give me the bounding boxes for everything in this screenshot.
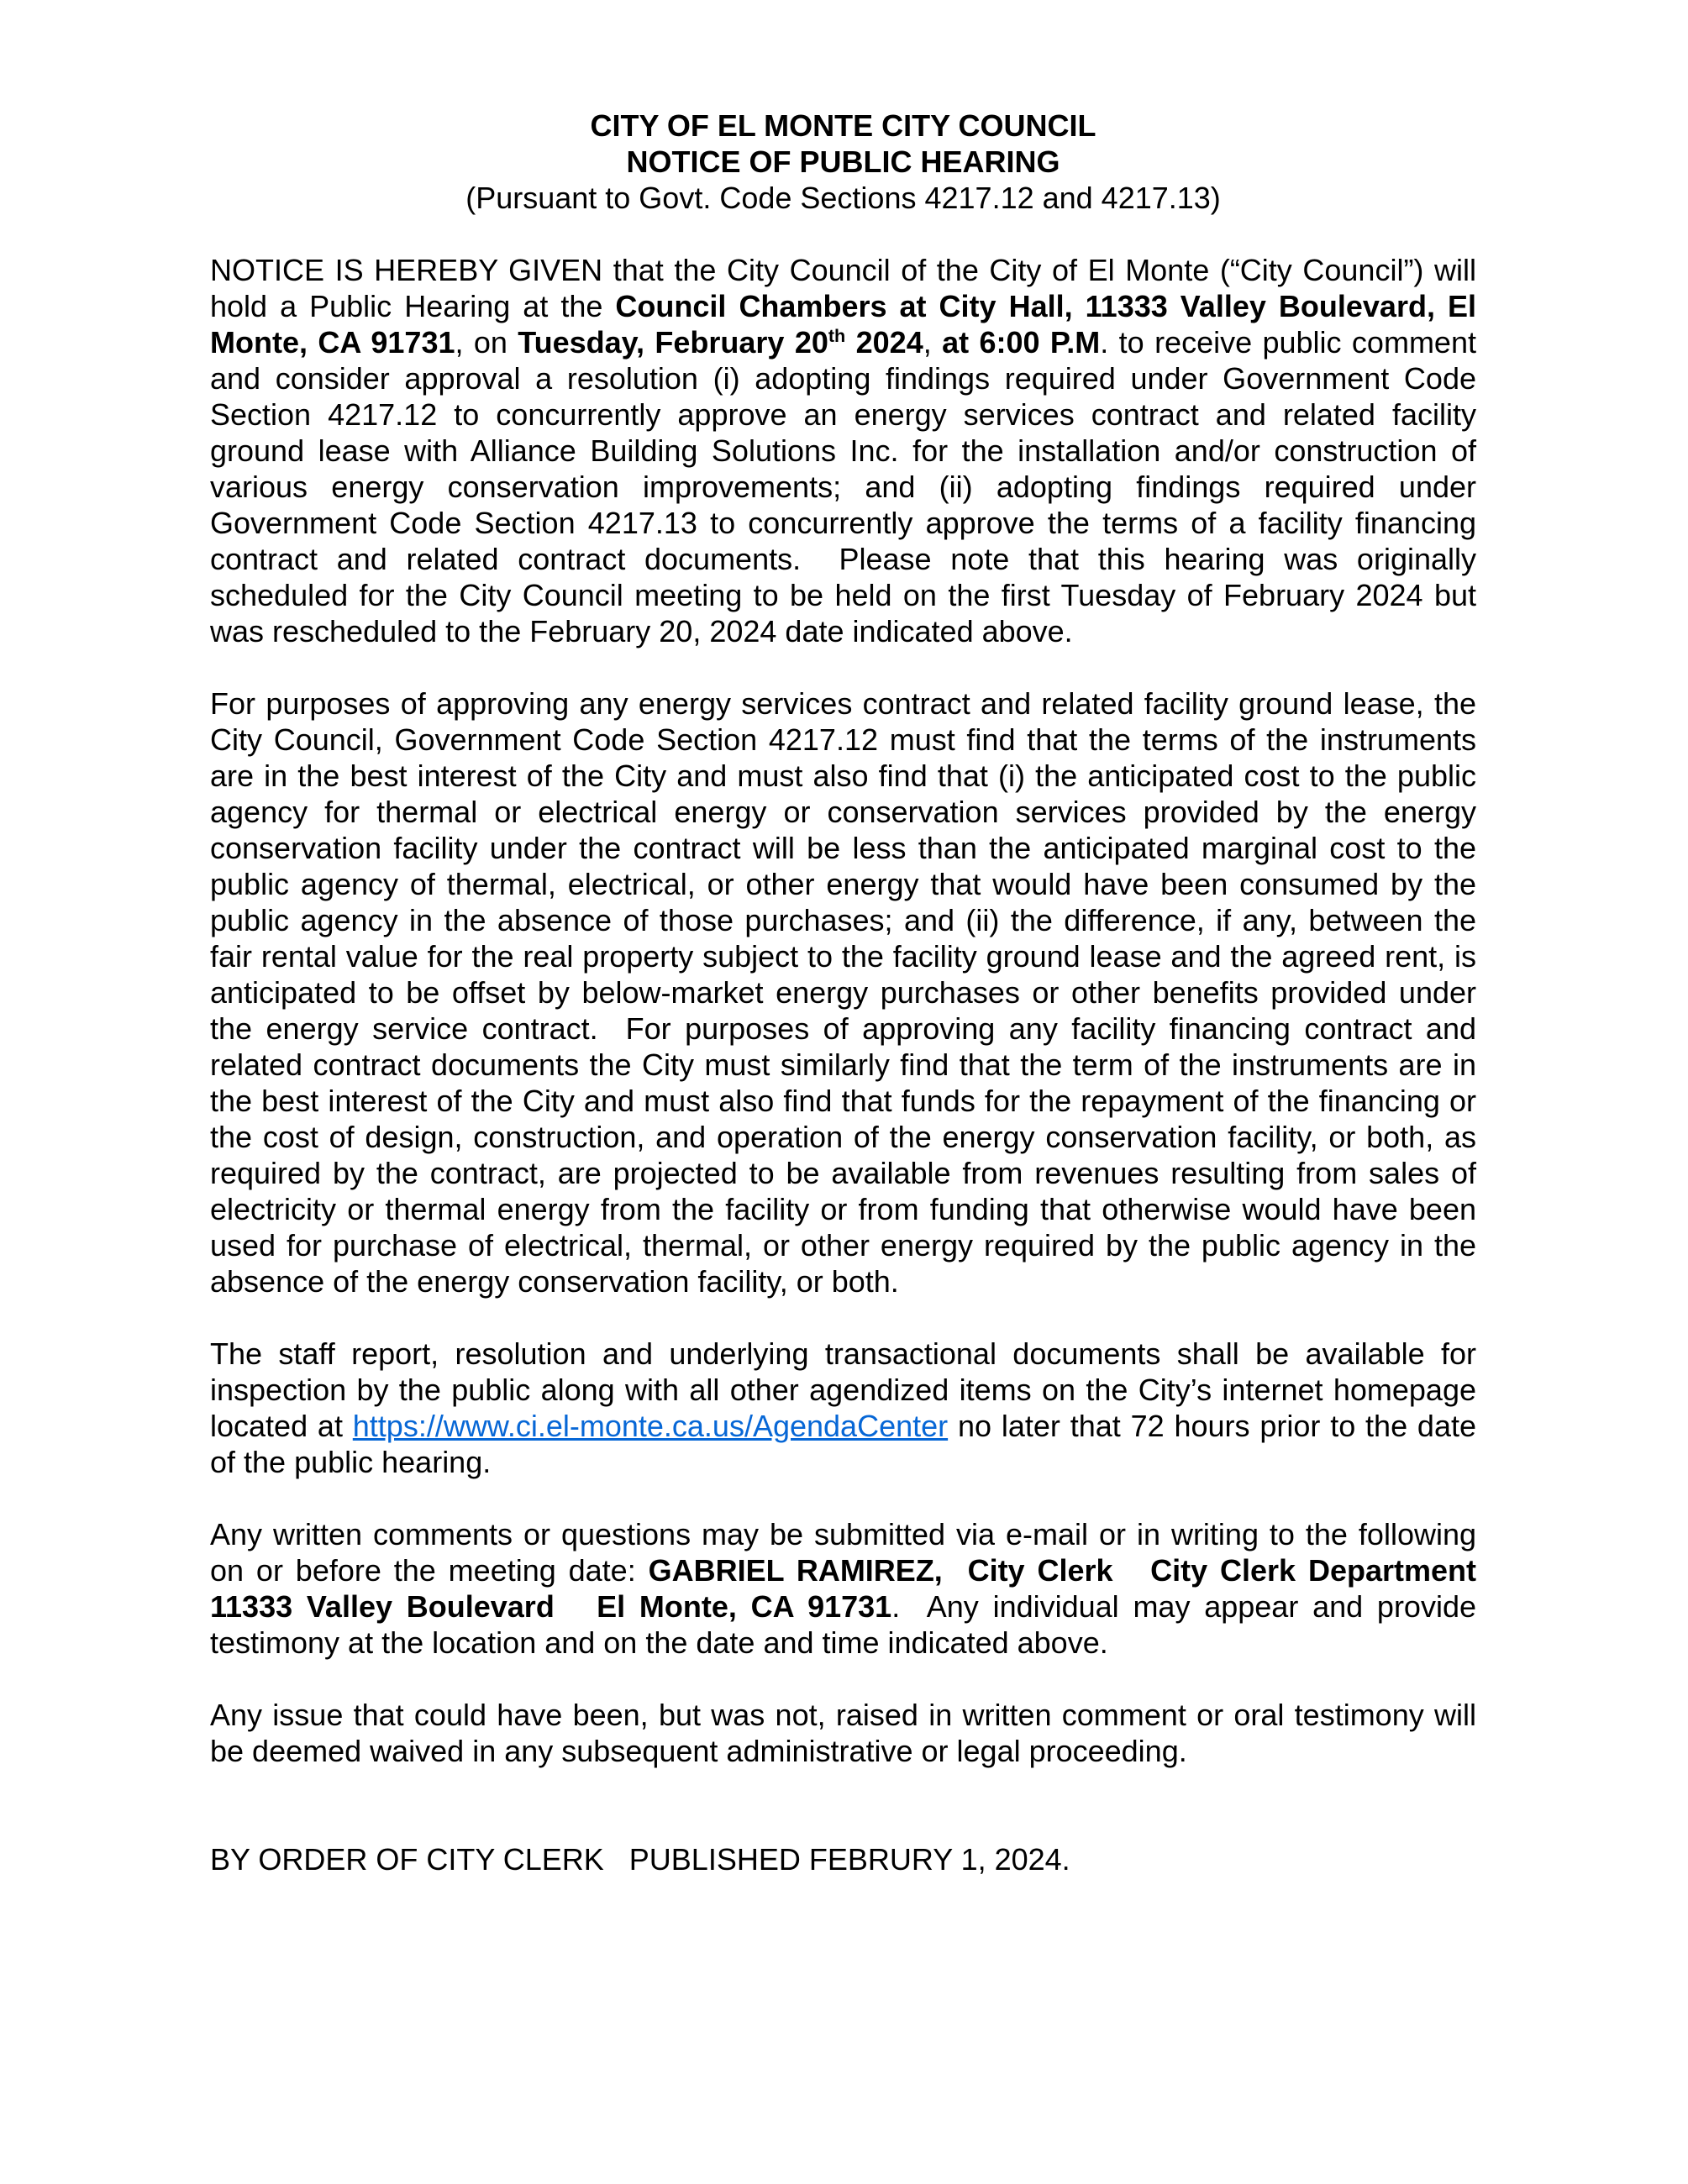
paragraph-written-comments xyxy=(210,1516,1502,1661)
paragraph-notice-given xyxy=(210,252,1486,649)
text-run: Any written comments or questions may be submitted via e-mail or in writing to the following on or before the meeting date: xyxy=(210,1517,1486,1588)
text-run: NOTICE IS HEREBY GIVEN that the City Council of the City of El Monte (“City Council”) will hold a Public Hearing at the xyxy=(210,253,1486,323)
text-run: BY ORDER OF CITY CLERK PUBLISHED FEBRURY 1, 2024. xyxy=(210,1842,1070,1877)
notice-subtitle: NOTICE OF PUBLIC HEARING xyxy=(626,144,1060,179)
paragraph-waiver xyxy=(210,1697,1486,1769)
bold-text-run: GABRIEL RAMIREZ, City Clerk City Clerk Department 11333 Valley Boulevard El Monte, CA 91731 xyxy=(210,1553,1502,1624)
notice-header xyxy=(210,108,1476,216)
bold-text-run: Council Chambers at City Hall, 11333 Valley Boulevard, El Monte, CA 91731 xyxy=(210,289,1485,360)
notice-statute-reference: (Pursuant to Govt. Code Sections 4217.12 and 4217.13) xyxy=(465,181,1221,215)
bold-text-run: Tuesday, February 20 xyxy=(518,325,828,360)
paragraph-staff-report xyxy=(210,1336,1486,1480)
text-run: no later that 72 hours prior to the date of the public hearing. xyxy=(210,1409,1486,1479)
agenda-center-link[interactable]: https://www.ci.el-monte.ca.us/AgendaCenter xyxy=(352,1409,949,1443)
text-run: The staff report, resolution and underlying transactional documents shall be available for inspection by the public along with all other agendized items on the City’s internet homepage located at xyxy=(210,1336,1486,1443)
bold-text-run: 2024 xyxy=(845,325,923,360)
text-run: , xyxy=(923,325,943,360)
paragraph-findings xyxy=(210,685,1486,1299)
text-run: Any issue that could have been, but was not, raised in written comment or oral testimony will be deemed waived in any subsequent administrative or legal proceeding. xyxy=(210,1698,1486,1768)
bold-text-run: at 6:00 P.M xyxy=(942,325,1101,360)
text-run: For purposes of approving any energy services contract and related facility ground lease, the City Council, Government Code Section 4217.12 must find that the terms of the instruments are in the best interest of the City and must also find that (i) the anticipated cost to the public agency for thermal or electrical energy or conservation services provided by the energy conservation facility under the contract will be less than the anticipated marginal cost to the public agency of thermal, electrical, or other energy that would have been consumed by the public agency in the absence of those purchases; and (ii) the difference, if any, between the fair rental value for the real property subject to the facility ground lease and the agreed rent, is anticipated to be offset by below-market energy purchases or other benefits provided under the energy service contract. For purposes of approving any facility financing contract and related contract documents the City must similarly find that the term of the instruments are in the best interest of the City and must also find that funds for the repayment of the financing or the cost of design, construction, and operation of the energy conservation facility, or both, as required by the contract, are projected to be available from revenues resulting from sales of electricity or thermal energy from the facility or from funding that otherwise would have been used for purchase of electrical, thermal, or other energy required by the public agency in the absence of the energy conservation facility, or both. xyxy=(210,686,1486,1299)
notice-title: CITY OF EL MONTE CITY COUNCIL xyxy=(590,108,1096,143)
superscript-text: th xyxy=(828,325,846,346)
text-run: . to receive public comment and consider approval a resolution (i) adopting findings required under Government Code Section 4217.12 to concurrently approve an energy services contract and related facility ground lease with Alliance Building Solutions Inc. for the installation and/or construction of various energy conservation improvements; and (ii) adopting findings required under Government Code Section 4217.13 to concurrently approve the terms of a facility financing contract and related contract documents. Please note that this hearing was originally scheduled for the City Council meeting to be held on the first Tuesday of February 2024 but was rescheduled to the February 20, 2024 date indicated above. xyxy=(210,325,1486,648)
text-run: , on xyxy=(455,325,518,360)
document-body xyxy=(210,252,1502,1877)
text-run: . Any individual may appear and provide testimony at the location and on the date and time indicated above. xyxy=(210,1589,1486,1660)
paragraph-order-published xyxy=(210,1841,1476,1877)
bold-text-run xyxy=(828,325,845,360)
